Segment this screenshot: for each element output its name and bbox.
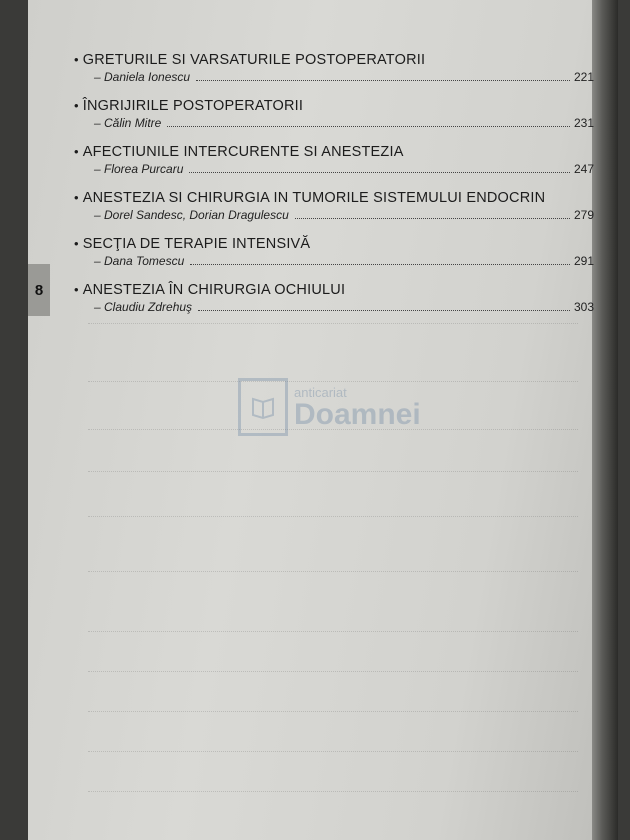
toc-entry-page: 231 xyxy=(573,116,594,130)
toc-entry-page: 279 xyxy=(573,208,594,222)
bullet-icon: • xyxy=(74,144,79,159)
toc-entry-author: – Dorel Sandesc, Dorian Dragulescu xyxy=(94,208,289,222)
toc-entry-page: 303 xyxy=(573,300,594,314)
table-of-contents xyxy=(74,52,594,328)
side-page-number: 8 xyxy=(34,281,44,299)
toc-entry-author: – Dana Tomescu xyxy=(94,254,185,268)
watermark xyxy=(238,378,421,436)
toc-entry xyxy=(74,236,594,268)
toc-entry xyxy=(74,190,594,222)
book-page xyxy=(28,0,618,840)
bullet-icon: • xyxy=(74,190,79,205)
toc-entry-author: – Călin Mitre xyxy=(94,116,162,130)
toc-entry-author: – Florea Purcaru xyxy=(94,162,184,176)
leader-dots xyxy=(190,263,570,265)
watermark-big-text: Doamnei xyxy=(294,397,421,431)
toc-entry xyxy=(74,98,594,130)
bullet-icon: • xyxy=(74,52,79,67)
side-page-tab xyxy=(28,264,50,316)
toc-entry-author: – Daniela Ionescu xyxy=(94,70,191,84)
toc-entry-title: • ANESTEZIA SI CHIRURGIA IN TUMORILE SISTEMULUI ENDOCRIN xyxy=(74,190,546,206)
bullet-icon: • xyxy=(74,236,79,251)
toc-entry-title: • ANESTEZIA ÎN CHIRURGIA OCHIULUI xyxy=(74,282,346,298)
leader-dots xyxy=(189,171,570,173)
watermark-small-text: anticariat xyxy=(294,384,347,400)
toc-entry-page: 221 xyxy=(573,70,594,84)
toc-entry-title: • GRETURILE SI VARSATURILE POSTOPERATORII xyxy=(74,52,426,68)
toc-entry xyxy=(74,52,594,84)
leader-dots xyxy=(295,217,570,219)
toc-entry-title: • SECŢIA DE TERAPIE INTENSIVĂ xyxy=(74,236,311,252)
toc-entry-page: 291 xyxy=(573,254,594,268)
toc-entry xyxy=(74,282,594,314)
bullet-icon: • xyxy=(74,282,79,297)
toc-entry-page: 247 xyxy=(573,162,594,176)
toc-entry-author: – Claudiu Zdrehuş xyxy=(94,300,193,314)
toc-entry-title: • ÎNGRIJIRILE POSTOPERATORII xyxy=(74,98,304,114)
bullet-icon: • xyxy=(74,98,79,113)
toc-entry-title: • AFECTIUNILE INTERCURENTE SI ANESTEZIA xyxy=(74,144,404,160)
watermark-book-icon xyxy=(238,378,288,436)
leader-dots xyxy=(167,125,570,127)
page-edge-shadow xyxy=(592,0,618,840)
toc-entry xyxy=(74,144,594,176)
leader-dots xyxy=(198,309,570,311)
leader-dots xyxy=(196,79,570,81)
